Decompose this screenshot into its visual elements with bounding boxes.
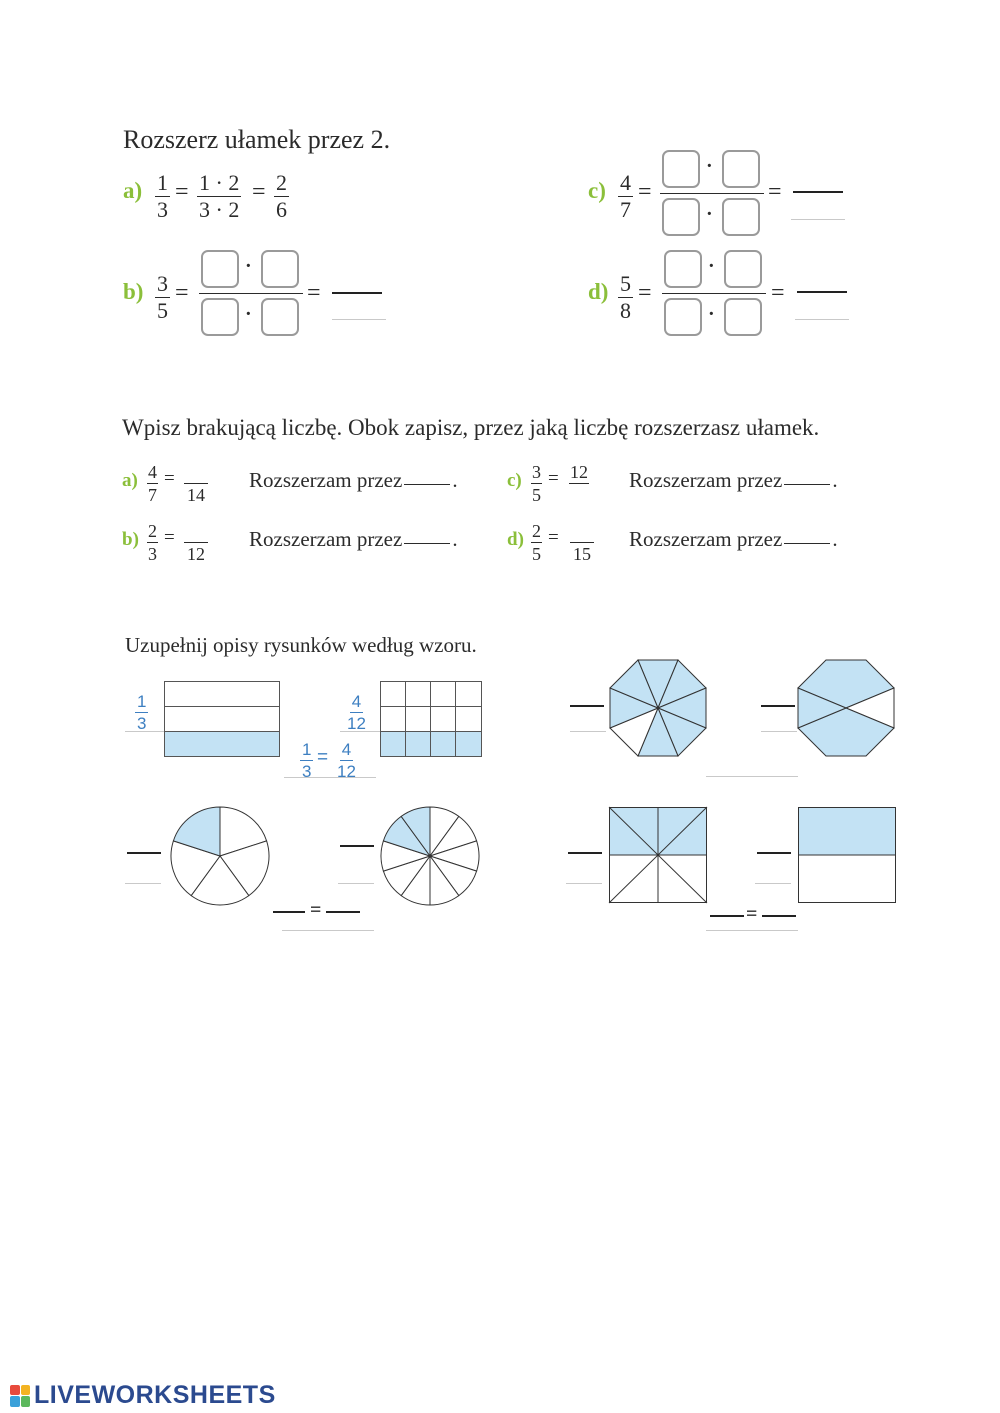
square-eq-underline[interactable] xyxy=(706,930,798,931)
label-d: d) xyxy=(507,529,524,550)
expand-factor-input-d[interactable] xyxy=(784,543,830,544)
octagon-quarters-figure xyxy=(797,659,895,757)
octagon2-answer-den[interactable] xyxy=(761,731,797,732)
square-eq-left[interactable] xyxy=(710,915,744,917)
input-box-c-num2[interactable] xyxy=(722,150,760,188)
example-underline xyxy=(125,731,165,732)
equals-sign: = xyxy=(252,179,266,205)
input-box-c-den1[interactable] xyxy=(662,198,700,236)
missing-numerator-input[interactable] xyxy=(184,522,208,543)
fraction-4-7: $\frac{4}{7}$ xyxy=(620,170,631,222)
fraction-3-5: $\frac{3}{5}$ xyxy=(532,462,541,505)
expand-sentence-c: Rozszerzam przez . xyxy=(629,468,838,492)
answer-c-den-line[interactable] xyxy=(791,219,845,220)
result-fraction-d: 15 xyxy=(570,522,594,563)
answer-d-num-line[interactable] xyxy=(797,291,847,293)
fraction-2-3: $\frac{2}{3}$ xyxy=(148,521,157,564)
input-box-d-den2[interactable] xyxy=(724,298,762,336)
square2-answer-den[interactable] xyxy=(755,883,791,884)
input-box-d-den1[interactable] xyxy=(664,298,702,336)
equals-sign: = xyxy=(768,179,782,205)
octagon2-answer-num[interactable] xyxy=(761,705,795,707)
input-box-b-num2[interactable] xyxy=(261,250,299,288)
equals-sign: = xyxy=(307,280,321,306)
input-box-d-num2[interactable] xyxy=(724,250,762,288)
expand-sentence-d: Rozszerzam przez . xyxy=(629,527,838,551)
octagon1-answer-num[interactable] xyxy=(570,705,604,707)
fraction-4-7: $\frac{4}{7}$ xyxy=(148,462,157,505)
result-fraction-b: 12 xyxy=(184,522,208,563)
section3-heading: Uzupełnij opisy rysunków według wzoru. xyxy=(125,633,477,657)
example-fraction-1-3: $\frac{1}{3}$ xyxy=(137,692,147,733)
logo-text: LIVEWORKSHEETS xyxy=(34,1381,276,1409)
input-box-b-den2[interactable] xyxy=(261,298,299,336)
input-box-b-num1[interactable] xyxy=(201,250,239,288)
input-box-c-den2[interactable] xyxy=(722,198,760,236)
label-c: c) xyxy=(588,178,606,203)
dot-sign: · xyxy=(245,303,252,325)
section1-heading: Rozszerz ułamek przez 2. xyxy=(123,125,391,154)
circle-eq-left[interactable] xyxy=(273,911,305,913)
label-b: b) xyxy=(122,529,139,550)
example-underline xyxy=(340,731,380,732)
octagon-equation-line[interactable] xyxy=(706,776,798,777)
answer-b-num-line[interactable] xyxy=(332,292,382,294)
dot-sign: · xyxy=(245,255,252,277)
example-fraction-4-12: $\frac{4}{12}$ xyxy=(347,692,366,733)
fraction-bar xyxy=(660,193,764,194)
rectangle-thirds-figure xyxy=(164,681,280,757)
dot-sign: · xyxy=(706,155,713,177)
fraction-expanded: $\frac{1 \cdot 2}{3 \cdot 2}$ xyxy=(199,170,240,222)
fraction-2-5: $\frac{2}{5}$ xyxy=(532,521,541,564)
label-c: c) xyxy=(507,470,522,491)
circle-eq-right[interactable] xyxy=(326,911,360,913)
expand-sentence-a: Rozszerzam przez . xyxy=(249,468,458,492)
circle1-answer-num[interactable] xyxy=(127,852,161,854)
circle-eq-underline[interactable] xyxy=(282,930,374,931)
fraction-5-8: $\frac{5}{8}$ xyxy=(620,271,631,323)
liveworksheets-logo xyxy=(10,1381,276,1410)
result-fraction-a: 14 xyxy=(184,463,208,504)
grid-twelfths-figure xyxy=(380,681,482,757)
fraction-bar xyxy=(662,293,766,294)
example-eq-underline xyxy=(284,777,376,778)
label-b: b) xyxy=(123,279,144,304)
example-eq-right: $\frac{4}{12}$ xyxy=(337,740,356,781)
dot-sign: · xyxy=(708,303,715,325)
equals-sign: = xyxy=(175,280,189,306)
circle-eq-sign: = xyxy=(310,899,322,921)
square1-answer-den[interactable] xyxy=(566,883,602,884)
expand-factor-input-a[interactable] xyxy=(404,484,450,485)
missing-numerator-input[interactable] xyxy=(184,463,208,484)
equals-sign: = xyxy=(164,527,175,548)
equals-sign: = xyxy=(175,179,189,205)
octagon1-answer-den[interactable] xyxy=(570,731,606,732)
square-eq-sign: = xyxy=(746,903,758,925)
label-a: a) xyxy=(123,178,143,203)
fraction-2-6: $\frac{2}{6}$ xyxy=(276,170,287,222)
equals-sign: = xyxy=(548,527,559,548)
dot-sign: · xyxy=(708,255,715,277)
equals-sign: = xyxy=(548,468,559,489)
equals-sign: = xyxy=(771,280,785,306)
expand-sentence-b: Rozszerzam przez . xyxy=(249,527,458,551)
equals-sign: = xyxy=(164,468,175,489)
missing-numerator-input[interactable] xyxy=(570,522,594,543)
square-halves-figure xyxy=(798,807,896,903)
fraction-1-3: $\frac{1}{3}$ xyxy=(157,170,168,222)
octagon-eighths-figure xyxy=(609,659,707,757)
section2-heading: Wpisz brakującą liczbę. Obok zapisz, przez jaką liczbę rozszerzasz ułamek. xyxy=(122,415,820,440)
circle2-answer-num[interactable] xyxy=(340,845,374,847)
input-box-b-den1[interactable] xyxy=(201,298,239,336)
result-fraction-c: 12 xyxy=(568,463,590,504)
logo-icon xyxy=(10,1385,30,1407)
circle2-answer-den[interactable] xyxy=(338,883,374,884)
square2-answer-num[interactable] xyxy=(757,852,791,854)
dot-sign: · xyxy=(706,203,713,225)
equals-sign: = xyxy=(638,280,652,306)
label-d: d) xyxy=(588,279,609,304)
square1-answer-num[interactable] xyxy=(568,852,602,854)
circle-tenths-figure xyxy=(380,806,480,906)
answer-b-den-line[interactable] xyxy=(332,319,386,320)
answer-d-den-line[interactable] xyxy=(795,319,849,320)
example-eq-sign: = xyxy=(317,747,329,768)
fraction-bar xyxy=(199,293,303,294)
missing-denominator-input[interactable] xyxy=(568,484,590,504)
fraction-3-5: $\frac{3}{5}$ xyxy=(157,271,168,323)
circle-fifths-figure xyxy=(170,806,270,906)
label-a: a) xyxy=(122,470,138,491)
example-eq-left: $\frac{1}{3}$ xyxy=(302,740,312,781)
input-box-d-num1[interactable] xyxy=(664,250,702,288)
square-eq-right[interactable] xyxy=(762,915,796,917)
expand-factor-input-b[interactable] xyxy=(404,543,450,544)
answer-c-num-line[interactable] xyxy=(793,191,843,193)
square-eighths-figure xyxy=(609,807,707,903)
input-box-c-num1[interactable] xyxy=(662,150,700,188)
circle1-answer-den[interactable] xyxy=(125,883,161,884)
equals-sign: = xyxy=(638,179,652,205)
expand-factor-input-c[interactable] xyxy=(784,484,830,485)
